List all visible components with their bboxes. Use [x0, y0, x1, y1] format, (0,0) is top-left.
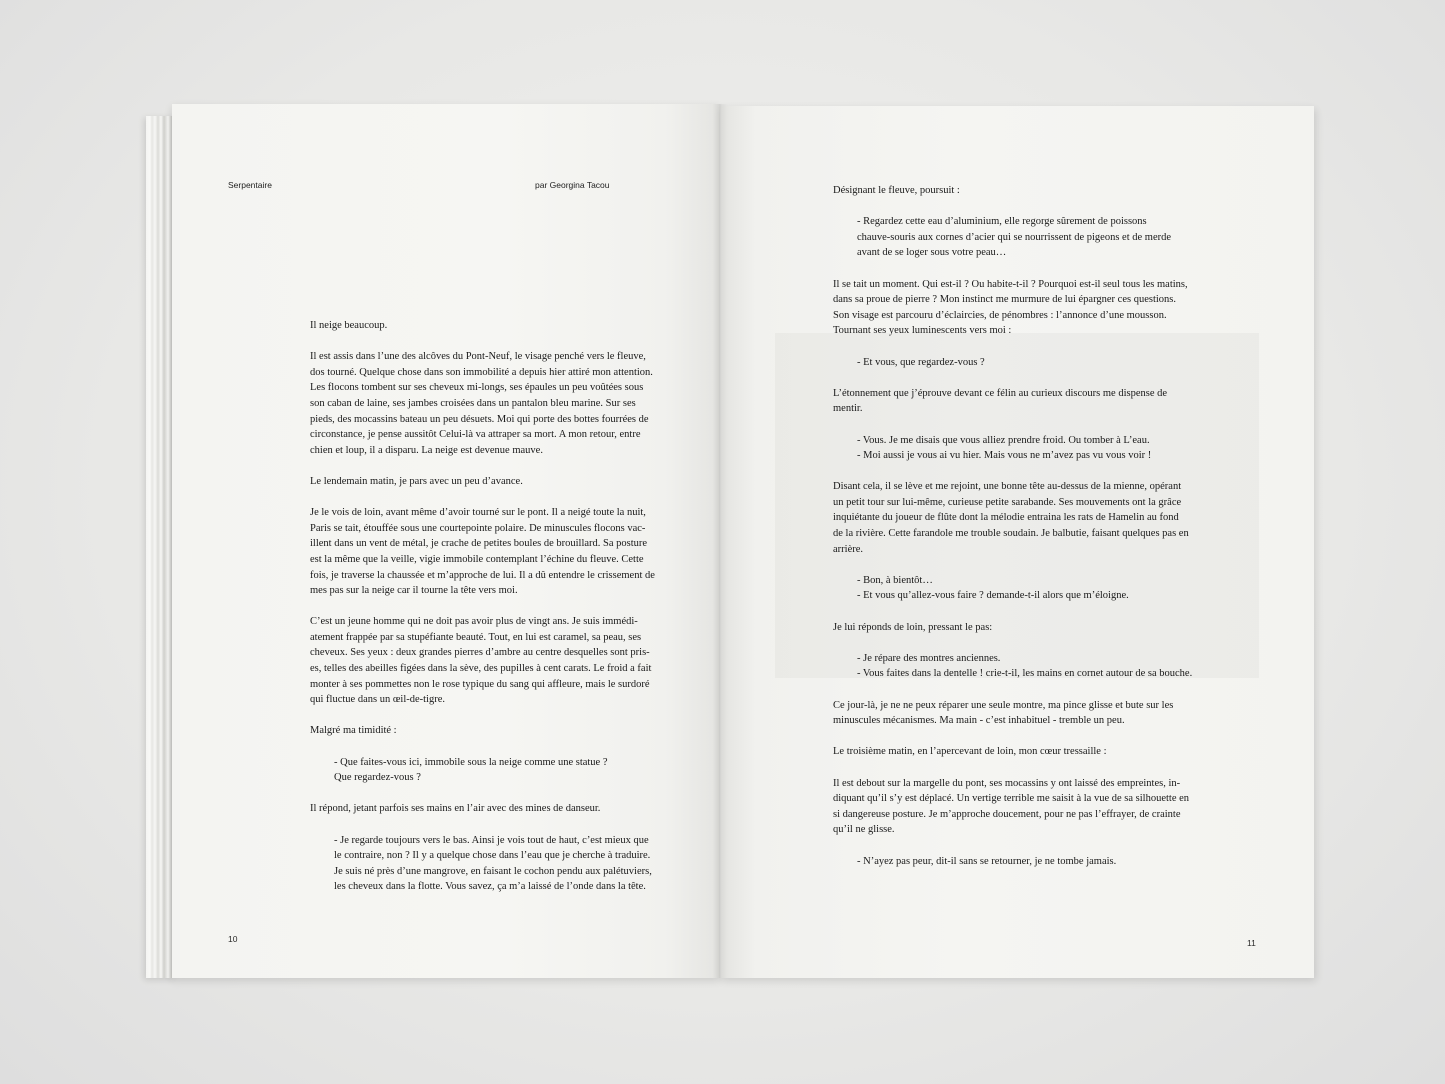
paragraph: Malgré ma timidité :: [310, 725, 397, 737]
paragraph: Il est assis dans l’une des alcôves du Pont-Neuf, le visage penché vers le fleuve, dos tourné. Quelque chose dans son immobilité a depuis hier attiré mon attention. Les flocons tombent sur ses cheveux mi-longs, ses épaules un peu voûtées sous son caban de laine, ses jambes croisées dans un pantalon bleu marine. Sur ses pieds, des mocassins bateau un peu désuets. Moi qui porte des bottes fourrées de circonstance, je pense aussitôt Celui-là va attraper sa mort. A mon retour, entre chien et loup, il a disparu. La neige est devenue mauve.: [310, 351, 653, 456]
paragraph: L’étonnement que j’éprouve devant ce félin au curieux discours me dispense de mentir.: [833, 387, 1168, 415]
dialogue-line: - Je répare des montres anciennes.: [857, 652, 1001, 664]
dialogue-line: - Je regarde toujours vers le bas. Ainsi je vois tout de haut, c’est mieux que le contraire, non ? Il y a quelque chose dans l’eau que je cherche à traduire. Je suis né près d’une mangrove, en faisant le cochon pendu aux palétuviers, les cheveux dans la flotte. Vous savez, ça m’a laissé de l’onde dans la tête.: [334, 834, 652, 893]
paragraph: Ce jour-là, je ne ne peux réparer une seule montre, ma pince glisse et bute sur les minuscules mécanismes. Ma main - c’est inhabituel - tremble un peu.: [833, 699, 1174, 727]
paragraph: Le lendemain matin, je pars avec un peu d’avance.: [310, 475, 523, 487]
paragraph: C’est un jeune homme qui ne doit pas avoir plus de vingt ans. Je suis immédi- atement frappée par sa stupéfiante beauté. Tout, en lui est caramel, sa peau, ses cheveux. Ses yeux : deux grandes pierres d’ambre au centre desquelles sont pris- es, telles des abeilles figées dans la sève, des pupilles à cent carats. Le froid a fait monter à ses pommettes non le rose typique du sang qui affleure, mais le surdoré qui fluctue dans un œil-de-tigre.: [310, 616, 652, 706]
dialogue-line: - Et vous qu’allez-vous faire ? demande-t-il alors que m’éloigne.: [857, 590, 1129, 602]
running-head-title: Serpentaire: [228, 180, 272, 190]
dialogue-line: - Moi aussi je vous ai vu hier. Mais vous ne m’avez pas vu vous voir !: [857, 450, 1152, 462]
page-number-right: 11: [1247, 938, 1256, 948]
dialogue-line: - N’ayez pas peur, dit-il sans se retourner, je ne tombe jamais.: [857, 855, 1117, 867]
dialogue-line: - Vous. Je me disais que vous alliez prendre froid. Ou tomber à L’eau.: [857, 434, 1150, 446]
dialogue-line: - Bon, à bientôt…: [857, 574, 933, 586]
dialogue-line: - Que faites-vous ici, immobile sous la neige comme une statue ? Que regardez-vous ?: [334, 756, 608, 784]
page-number-left: 10: [228, 934, 238, 944]
dialogue-line: - Regardez cette eau d’aluminium, elle regorge sûrement de poissons chauve-souris aux cornes d’acier qui se nourrissent de pigeons et de merde avant de se loger sous votre peau…: [857, 216, 1172, 259]
left-text-column: [310, 318, 660, 911]
paragraph: Je le vois de loin, avant même d’avoir tourné sur le pont. Il a neigé toute la nuit, Paris se tait, étouffée sous une courtepointe polaire. De minuscules flocons vac- illent dans un vent de métal, je crache de petites boules de brouillard. Sa posture est la même que la veille, vigie immobile contemplant l’échine du fleuve. Cette fois, je traverse la chaussée et m’approche de lui. Il a dû entendre le crissement de mes pas sur la neige car il tourne la tête vers moi.: [310, 507, 655, 597]
paragraph: Il se tait un moment. Qui est-il ? Ou habite-t-il ? Pourquoi est-il seul tous les matins, dans sa proue de pierre ? Mon instinct me murmure de lui épargner ces questions. Son visage est parcouru d’éclaircies, de pénombres : l’annonce d’une mousson. Tournant ses yeux luminescents vers moi :: [833, 278, 1188, 337]
book-gutter: [712, 104, 728, 978]
paragraph: Il neige beaucoup.: [310, 320, 388, 331]
paragraph: Je lui réponds de loin, pressant le pas:: [833, 621, 993, 633]
right-text-column: [833, 183, 1203, 885]
dialogue-line: - Et vous, que regardez-vous ?: [857, 356, 985, 368]
paragraph: Disant cela, il se lève et me rejoint, une bonne tête au-dessus de la mienne, opérant un petit tour sur lui-même, curieuse petite sarabande. Ses mouvements ont la grâce inquiétante du joueur de flûte dont la mélodie entraina les rats de Hamelin au fond de la rivière. Cette farandole me trouble soudain. Je balbutie, faisant quelques pas en arrière.: [833, 481, 1189, 555]
paragraph: Il est debout sur la margelle du pont, ses mocassins y ont laissé des empreintes, in- diquant qu’il s’y est déplacé. Un vertige terrible me saisit à la vue de sa silhouette en si dangereuse posture. Je m’approche doucement, pour ne pas l’effrayer, de crainte qu’il ne glisse.: [833, 777, 1190, 836]
paragraph: Le troisième matin, en l’apercevant de loin, mon cœur tressaille :: [833, 746, 1107, 758]
paragraph: Il répond, jetant parfois ses mains en l’air avec des mines de danseur.: [310, 803, 601, 815]
dialogue-line: - Vous faites dans la dentelle ! crie-t-il, les mains en cornet autour de sa bouche.: [857, 668, 1193, 680]
paragraph: Désignant le fleuve, poursuit :: [833, 185, 960, 196]
running-head-author: par Georgina Tacou: [535, 180, 610, 190]
